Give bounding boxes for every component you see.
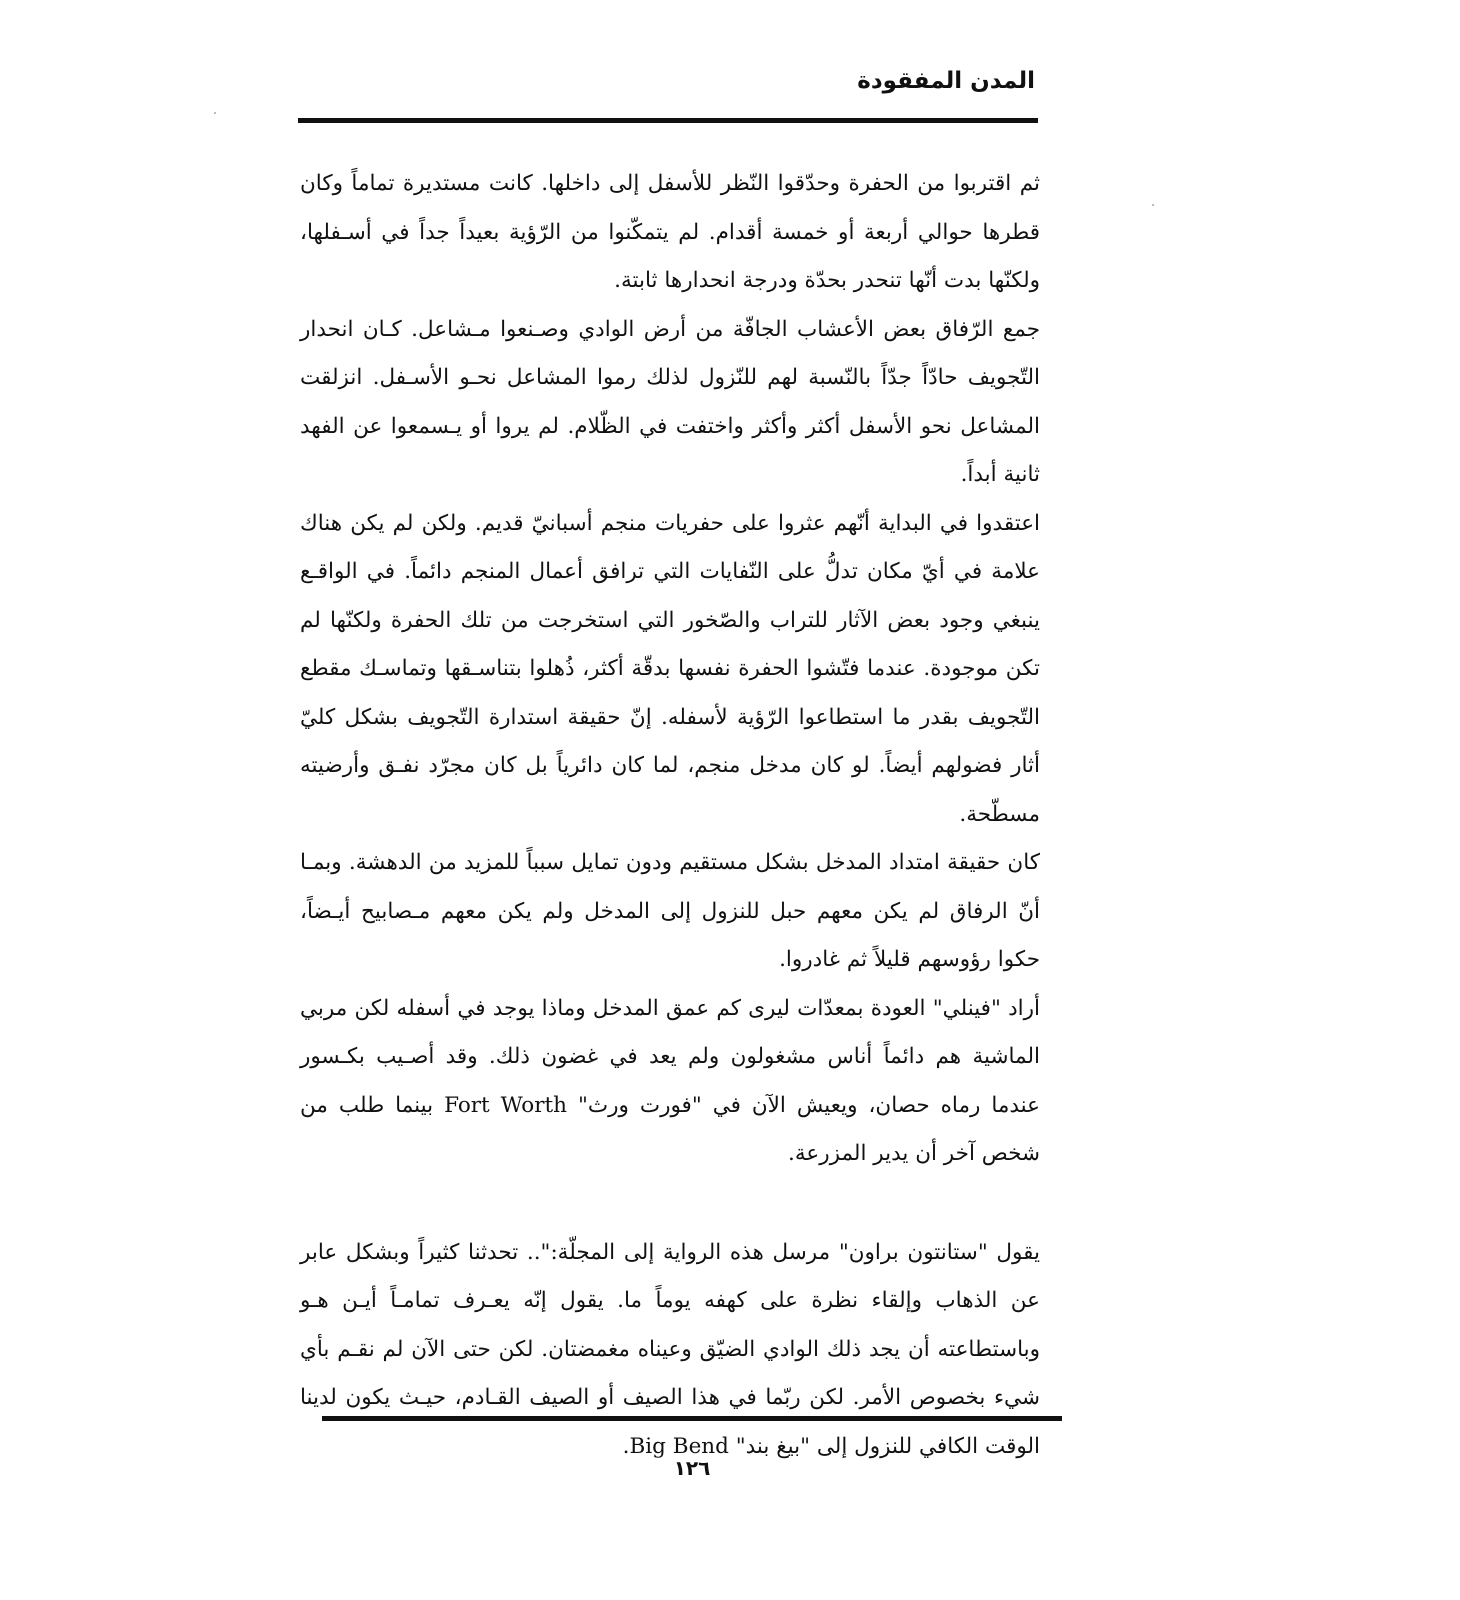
footer-rule — [322, 1416, 1062, 1421]
paragraph: جمع الرّفاق بعض الأعشاب الجافّة من أرض الوادي وصـنعوا مـشاعل. كـان انحدار التّجويف حادّاً جدّاً بالنّسبة لهم للنّزول لذلك رموا المشاعل نحـو الأسـفل. انزلقت المشاعل نحو الأسفل أكثر وأكثر واختفت في الظّلام. لم يروا أو يـسمعوا عن الفهد ثانية أبداً. — [300, 316, 1040, 487]
body-text — [300, 160, 1040, 1471]
paragraph: ثم اقتربوا من الحفرة وحدّقوا النّظر للأسفل إلى داخلها. كانت مستديرة تماماً وكان قطرها حوالي أربعة أو خمسة أقدام. لم يتمكّنوا من الرّؤية بعيداً جداً في أسـفلها، ولكنّها بدت أنّها تنحدر بحدّة ودرجة انحدارها ثابتة. — [300, 171, 1040, 293]
header-rule — [298, 118, 1038, 123]
page-number: ١٢٦ — [673, 1456, 711, 1480]
scan-speck — [214, 112, 216, 114]
paragraph: أراد "فينلي" العودة بمعدّات ليرى كم عمق المدخل وماذا يوجد في أسفله لكن مربي الماشية هم دائماً أناس مشغولون ولم يعد في غضون ذلك. وقد أصـيب بكـسور عندما رماه حصان، ويعيش الآن في "فورت ورث" Fort Worth بينما طلب من شخص آخر أن يدير المزرعة. — [300, 995, 1040, 1166]
scan-speck — [1152, 204, 1154, 206]
paragraph-gap — [300, 1179, 1040, 1229]
running-title: المدن المفقودة — [857, 68, 1035, 94]
quote-paragraph: يقول "ستانتون براون" مرسل هذه الرواية إلى المجلّة:".. تحدثنا كثيراً وبشكل عابر عن الذهاب وإلقاء نظرة على كهفه يوماً ما. يقول إنّه يعـرف تمامـاً أيـن هـو وباستطاعته أن يجد ذلك الوادي الضيّق وعيناه مغمضتان. لكن حتى الآن لم نقـم بأي شيء بخصوص الأمر. لكن ربّما في هذا الصيف أو الصيف القـادم، حيـث يكون لدينا الوقت الكافي للنزول إلى "بيغ بند" Big Bend. — [300, 1239, 1040, 1459]
paragraph: اعتقدوا في البداية أنّهم عثروا على حفريات منجم أسبانيّ قديم. ولكن لم يكن هناك علامة في أيّ مكان تدلُّ على النّفايات التي ترافق أعمال المنجم دائماً. في الواقـع ينبغي وجود بعض الآثار للتراب والصّخور التي استخرجت من تلك الحفرة ولكنّها لم تكن موجودة. عندما فتّشوا الحفرة نفسها بدقّة أكثر، ذُهلوا بتناسـقها وتماسـك مقطع التّجويف بقدر ما استطاعوا الرّؤية لأسفله. إنّ حقيقة استدارة التّجويف بشكل كليّ أثار فضولهم أيضاً. لو كان مدخل منجم، لما كان دائرياً بل كان مجرّد نفـق وأرضيته مسطّحة. — [300, 510, 1040, 827]
paragraph: كان حقيقة امتداد المدخل بشكل مستقيم ودون تمايل سبباً للمزيد من الدهشة. وبمـا أنّ الرفاق لم يكن معهم حبل للنزول إلى المدخل ولم يكن معهم مـصابيح أيـضاً، حكوا رؤوسهم قليلاً ثم غادروا. — [300, 850, 1040, 972]
